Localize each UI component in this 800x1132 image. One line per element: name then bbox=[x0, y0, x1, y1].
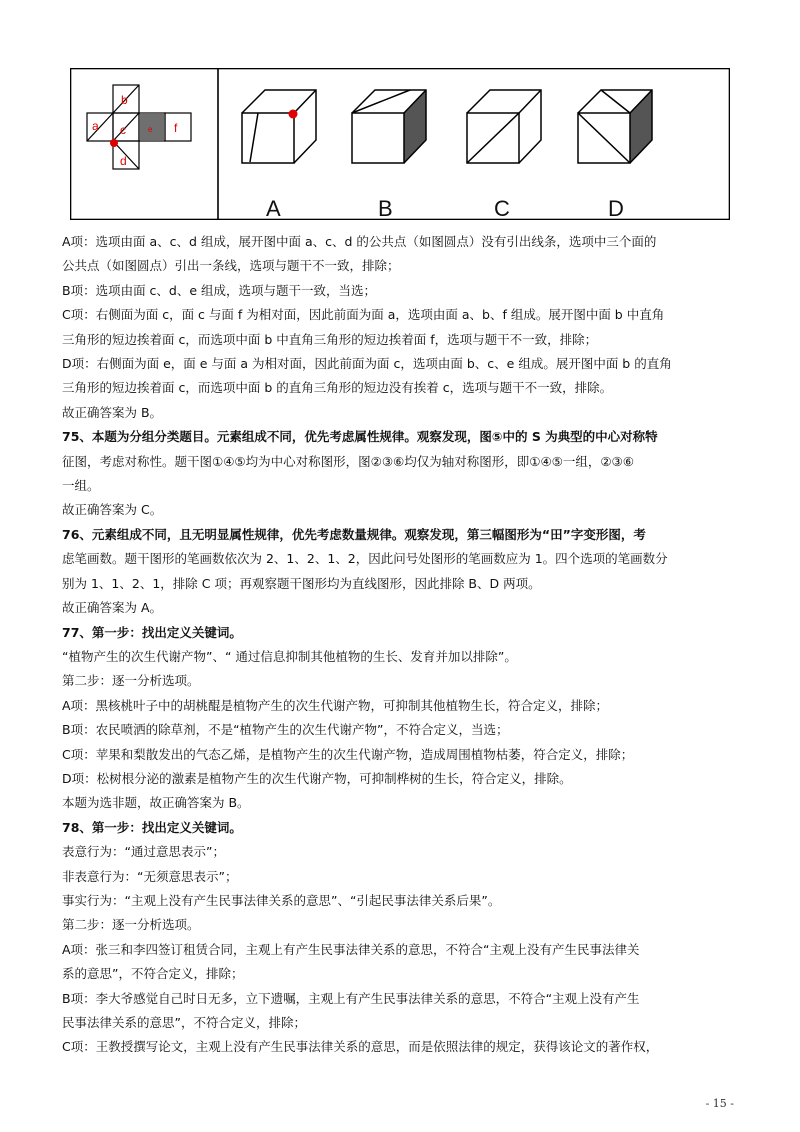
text-line: 公共点（如图圆点）引出一条线，选项与题干不一致，排除； bbox=[62, 258, 400, 274]
question-75-heading: 75、本题为分组分类题目。元素组成不同，优先考虑属性规律。观察发现，图⑤中的 S 为典型的中心对称特 bbox=[62, 429, 658, 445]
text-line: 征图，考虑对称性。题干图①④⑤均为中心对称图形，图②③⑥均仅为轴对称图形，即①④⑤一组，②③⑥ bbox=[62, 453, 634, 469]
option-d-cube bbox=[578, 90, 652, 163]
text-line: 民事法律关系的意思”，不符合定义，排除； bbox=[62, 1015, 306, 1030]
option-label-c: C bbox=[494, 196, 510, 221]
text-line: 一组。 bbox=[62, 478, 100, 494]
text-line: 系的意思”，不符合定义，排除； bbox=[62, 966, 244, 982]
answer-line: 故正确答案为 B。 bbox=[62, 404, 163, 420]
question-76-heading: 76、元素组成不同，且无明显属性规律，优先考虑数量规律。观察发现，第三幅图形为“田”字变形图，考 bbox=[62, 526, 646, 542]
option-b-cube bbox=[352, 90, 426, 163]
answer-line: 故正确答案为 A。 bbox=[62, 600, 163, 616]
text-line: 三角形的短边挨着面 c，而选项中面 b 中直角三角形的短边挨着面 f，选项与题干不一致，排除； bbox=[62, 331, 598, 347]
net-label-b: b bbox=[121, 93, 128, 107]
option-label-b: B bbox=[378, 196, 393, 221]
answer-line: 本题为选非题，故正确答案为 B。 bbox=[62, 795, 250, 811]
text-line: A项：张三和李四签订租赁合同，主观上有产生民事法律关系的意思，不符合“主观上没有产生民事法律关 bbox=[62, 941, 640, 957]
net-label-d: d bbox=[120, 154, 127, 168]
text-line: 虑笔画数。题干图形的笔画数依次为 2、1、2、1、2，因此问号处图形的笔画数应为 1。四个选项的笔画数分 bbox=[62, 551, 668, 567]
text-line: 表意行为：“通过意思表示”； bbox=[62, 844, 225, 860]
text-line: A项：黑核桃叶子中的胡桃醌是植物产生的次生代谢产物，可抑制其他植物生长，符合定义，排除； bbox=[62, 697, 609, 713]
text-line: 别为 1、1、2、1，排除 C 项；再观察题干图形均为直线图形，因此排除 B、D 两项。 bbox=[62, 575, 541, 591]
text-line: C项：苹果和梨散发出的气态乙烯，是植物产生的次生代谢产物，造成周围植物枯萎，符合定义，排除； bbox=[62, 746, 634, 762]
option-a-cube bbox=[242, 90, 316, 163]
text-line: 非表意行为：“无须意思表示”； bbox=[62, 868, 238, 884]
text-line: A项：选项由面 a、c、d 组成，展开图中面 a、c、d 的公共点（如图圆点）没有引出线条，选项中三个面的 bbox=[62, 234, 657, 249]
question-78-heading: 78、第一步：找出定义关键词。 bbox=[62, 819, 242, 835]
option-label-a: A bbox=[266, 196, 281, 221]
net-label-c: c bbox=[120, 123, 126, 137]
net-label-e: e bbox=[148, 125, 153, 134]
text-line: 第二步：逐一分析选项。 bbox=[62, 917, 200, 933]
question-77-heading: 77、第一步：找出定义关键词。 bbox=[62, 624, 242, 640]
option-label-d: D bbox=[608, 196, 624, 221]
text-line: B项：选项由面 c、d、e 组成，选项与题干一致，当选； bbox=[62, 282, 377, 298]
text-line: C项：右侧面为面 c，面 c 与面 f 为相对面，因此前面为面 a，选项由面 a、b、f 组成。展开图中面 b 中直角 bbox=[62, 307, 665, 323]
text-line: D项：松树根分泌的激素是植物产生的次生代谢产物，可抑制桦树的生长，符合定义，排除。 bbox=[62, 770, 572, 786]
text-line: 事实行为：“主观上没有产生民事法律关系的意思”、“引起民事法律关系后果”。 bbox=[62, 892, 501, 908]
net-label-f: f bbox=[174, 121, 178, 135]
text-line: 三角形的短边挨着面 c，而选项中面 b 的直角三角形的短边没有挨着 c，选项与题干不一致，排除。 bbox=[62, 380, 613, 396]
option-c-cube bbox=[467, 90, 541, 163]
text-line: 第二步：逐一分析选项。 bbox=[62, 673, 200, 689]
text-line: “植物产生的次生代谢产物”、“ 通过信息抑制其他植物的生长、发育并加以排除”。 bbox=[62, 648, 517, 664]
option-labels bbox=[70, 196, 730, 226]
text-line: C项：王教授撰写论文，主观上没有产生民事法律关系的意思，而是依照法律的规定，获得该论文的著作权， bbox=[62, 1039, 659, 1055]
answer-line: 故正确答案为 C。 bbox=[62, 502, 163, 518]
answer-explanations bbox=[62, 230, 742, 1060]
text-line: B项：农民喷洒的除草剂，不是“植物产生的次生代谢产物”，不符合定义，当选； bbox=[62, 722, 509, 738]
net-label-a: a bbox=[92, 119, 99, 133]
text-line: B项：李大爷感觉自己时日无多，立下遗嘱，主观上有产生民事法律关系的意思，不符合“主观上没有产生 bbox=[62, 990, 640, 1006]
text-line: D项：右侧面为面 e，面 e 与面 a 为相对面，因此前面为面 c，选项由面 b、c、e 组成。展开图中面 b 的直角 bbox=[62, 356, 672, 372]
page-number: - 15 - bbox=[705, 1097, 734, 1110]
